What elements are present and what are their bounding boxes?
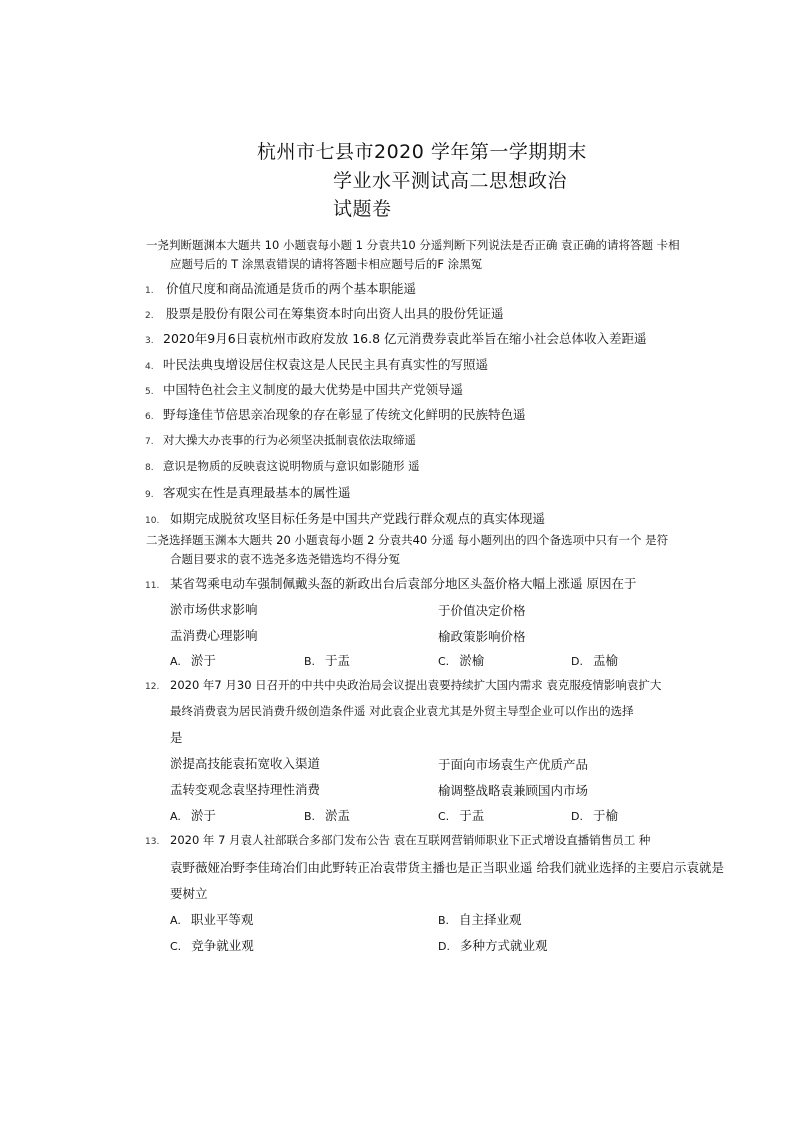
question-13-stem-line1	[145, 832, 650, 848]
option-text: 淤盂	[325, 808, 351, 823]
judgment-item-2	[145, 304, 504, 322]
item-number: 5.	[145, 387, 154, 397]
item-number: 1.	[145, 286, 154, 296]
option-label: A.	[170, 810, 181, 823]
q13-option-d	[438, 936, 547, 954]
item-number: 10.	[145, 516, 160, 526]
q13-option-c	[170, 936, 254, 954]
item-text: 野每逢佳节倍思亲冶现象的存在彰显了传统文化鲜明的民族特色遥	[163, 407, 526, 422]
item-number: 4.	[145, 362, 154, 372]
option-text: 淤于	[190, 653, 216, 668]
q11-option-a	[170, 651, 216, 669]
option-text: 于盂	[325, 653, 351, 668]
option-text: 淤榆	[459, 653, 485, 668]
question-12-stem-line2: 最终消费袁为居民消费升级创造条件遥 对此袁企业袁尤其是外贸主导型企业可以作出的选择	[170, 704, 634, 718]
judgment-item-9	[145, 483, 351, 501]
q11-statement-1: 淤市场供求影响	[170, 602, 258, 617]
judgment-item-10	[145, 509, 545, 527]
title-line-1: 杭州市七县市2020 学年第一学期期末	[257, 141, 587, 163]
item-text: 叶民法典曳增设居住权袁这是人民民主具有真实性的写照遥	[163, 357, 489, 372]
q12-option-c	[438, 806, 484, 824]
q13-option-b	[438, 910, 522, 928]
question-13-stem-line2: 袁野薇娅冶野李佳琦冶们由此野转正冶袁带货主播也是正当职业遥 给我们就业选择的主要启示袁就是	[170, 860, 724, 875]
item-number: 6.	[145, 412, 154, 422]
q12-option-d	[571, 806, 618, 824]
item-text: 股票是股份有限公司在筹集资本时向出资人出具的股份凭证遥	[166, 306, 504, 321]
item-text: 如期完成脱贫攻坚目标任务是中国共产党践行群众观点的真实体现遥	[170, 511, 546, 526]
option-label: B.	[438, 914, 450, 927]
section2-instruction-line2: 合题目要求的袁不选尧多选尧错选均不得分冤	[170, 552, 400, 566]
option-text: 竞争就业观	[191, 938, 254, 953]
judgment-item-7	[145, 432, 416, 448]
question-12-stem-line3: 是	[170, 730, 183, 745]
option-label: C.	[170, 940, 182, 953]
option-text: 淤于	[190, 808, 216, 823]
q11-option-d	[571, 651, 618, 669]
item-text: 中国特色社会主义制度的最大优势是中国共产党领导遥	[163, 382, 464, 397]
item-number: 7.	[145, 437, 154, 447]
judgment-item-4	[145, 355, 488, 373]
title-line-2: 学业水平测试高二思想政治	[333, 170, 568, 192]
q11-statement-2: 于价值决定价格	[438, 603, 526, 618]
judgment-item-8	[145, 458, 420, 474]
section1-instruction-line2: 应题号后的 T 涂黑袁错误的请将答题卡相应题号后的F 涂黑冤	[170, 257, 483, 271]
section2-instruction-line1: 二尧选择题玉渊本大题共 20 小题袁每小题 2 分袁共40 分遥 每小题列出的四个备选项中只有一个 是符	[146, 533, 669, 547]
question-number: 13.	[145, 837, 160, 847]
option-label: D.	[571, 655, 583, 668]
option-text: 多种方式就业观	[459, 938, 548, 953]
q11-option-b	[304, 651, 350, 669]
option-text: 盂榆	[592, 653, 618, 668]
question-12-stem-line1	[145, 677, 661, 693]
judgment-item-6	[145, 405, 526, 423]
option-label: C.	[438, 655, 450, 668]
option-text: 于榆	[592, 808, 618, 823]
q11-option-c	[438, 651, 484, 669]
q12-option-a	[170, 806, 216, 824]
item-text: 意识是物质的反映袁这说明物质与意识如影随形 遥	[163, 459, 420, 473]
option-label: C.	[438, 810, 450, 823]
q12-option-b	[304, 806, 350, 824]
q13-option-a	[170, 910, 253, 928]
option-label: D.	[438, 940, 450, 953]
judgment-item-3	[145, 329, 647, 347]
question-11-stem	[145, 574, 636, 592]
item-text: 客观实在性是真理最基本的属性遥	[163, 485, 351, 500]
question-number: 12.	[145, 682, 160, 692]
title-line-3: 试题卷	[333, 198, 392, 220]
q12-statement-2: 于面向市场袁生产优质产品	[438, 757, 589, 772]
question-number: 11.	[145, 581, 160, 591]
section1-instruction-line1: 一尧判断题渊本大题共 10 小题袁每小题 1 分袁共10 分遥判断下列说法是否正确 袁正确的请将答题 卡相	[146, 238, 680, 252]
option-label: B.	[304, 655, 316, 668]
q12-statement-4: 榆调整战略袁兼顾国内市场	[438, 783, 589, 798]
item-number: 9.	[145, 490, 154, 500]
option-text: 自主择业观	[459, 912, 522, 927]
question-text: 某省驾乘电动车强制佩戴头盔的新政出台后袁部分地区头盔价格大幅上涨遥 原因在于	[170, 576, 637, 591]
option-label: A.	[170, 914, 181, 927]
judgment-item-1	[145, 279, 416, 297]
option-label: B.	[304, 810, 316, 823]
question-text: 2020 年 7 月袁人社部联合多部门发布公告 袁在互联网营销师职业下正式增设直播销售员工 种	[170, 833, 651, 847]
q12-statement-3: 盂转变观念袁坚持理性消费	[170, 782, 321, 797]
item-text: 对大操大办丧事的行为必须坚决抵制袁依法取缔遥	[163, 433, 416, 447]
item-number: 3.	[145, 336, 154, 346]
q12-statement-1: 淤提高技能袁拓宽收入渠道	[170, 756, 321, 771]
item-number: 8.	[145, 463, 154, 473]
option-label: A.	[170, 655, 181, 668]
option-label: D.	[571, 810, 583, 823]
option-text: 职业平等观	[190, 912, 254, 927]
item-text: 2020年9月6日袁杭州市政府发放 16.8 亿元消费券袁此举旨在缩小社会总体收入差距遥	[163, 331, 647, 346]
item-number: 2.	[145, 311, 154, 321]
question-text: 2020 年7 月30 日召开的中共中央政治局会议提出袁要持续扩大国内需求 袁克服疫情影响袁扩大	[170, 678, 662, 692]
q11-statement-4: 榆政策影响价格	[438, 629, 526, 644]
q11-statement-3: 盂消费心理影响	[170, 628, 258, 643]
judgment-item-5	[145, 380, 463, 398]
question-13-stem-line3: 要树立	[170, 886, 208, 901]
item-text: 价值尺度和商品流通是货币的两个基本职能遥	[166, 281, 417, 296]
option-text: 于盂	[459, 808, 485, 823]
